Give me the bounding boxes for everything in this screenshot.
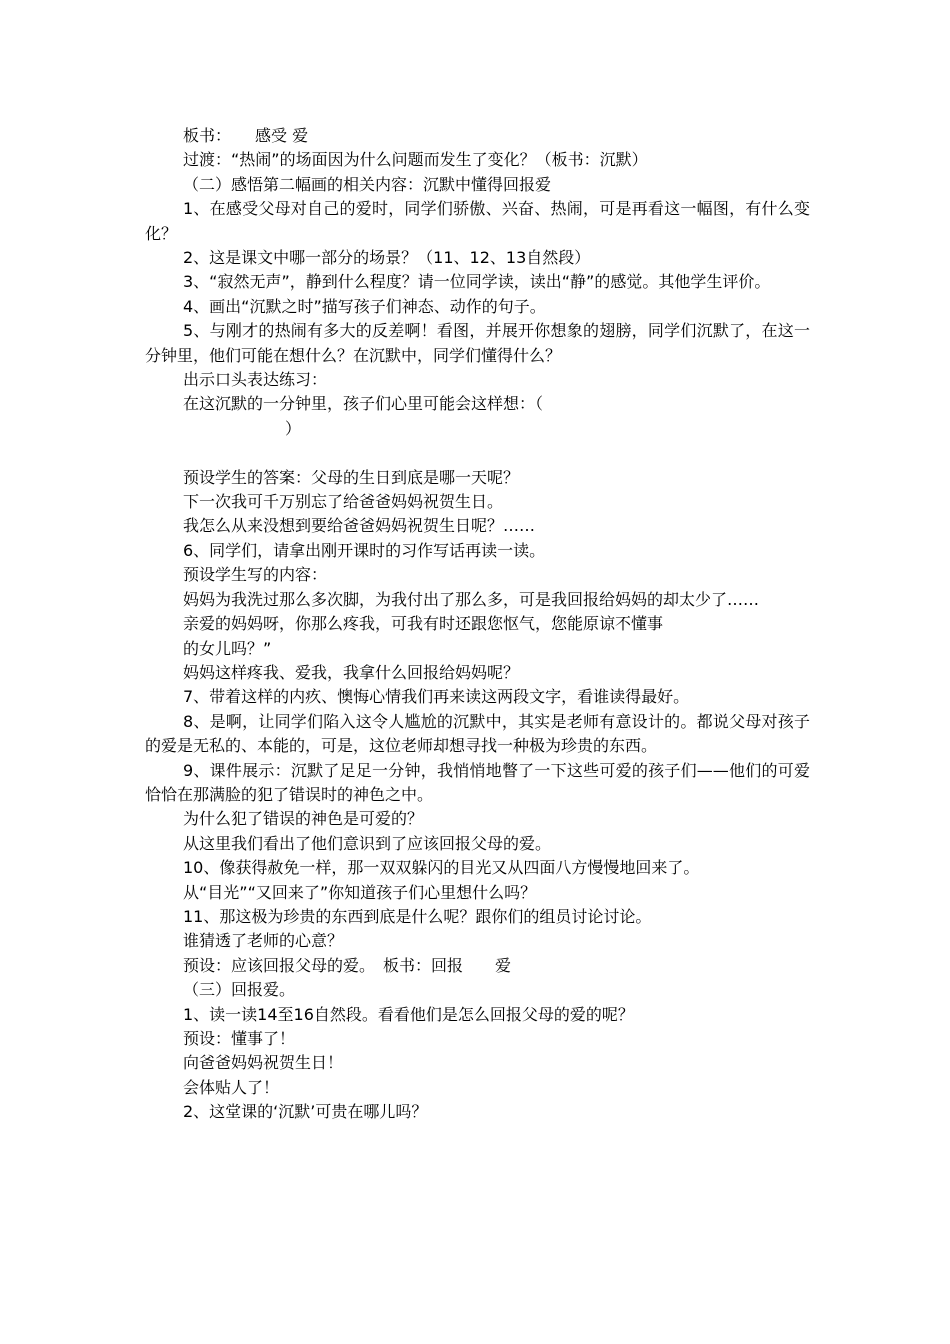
item-3: 3、“寂然无声”，静到什么程度？请一位同学读，读出“静”的感觉。其他学生评价。 bbox=[183, 272, 771, 292]
item-3-1: 1、读一读14至16自然段。看看他们是怎么回报父母的爱的呢？ bbox=[183, 1004, 634, 1024]
question-eyes-return: 从“目光”“又回来了”你知道孩子们心里想什么吗？ bbox=[183, 882, 537, 902]
item-7: 7、带着这样的内疚、懊悔心情我们再来读这两段文字，看谁读得最好。 bbox=[183, 687, 690, 707]
oral-practice-close-paren: ） bbox=[285, 418, 302, 438]
section-heading-3: （三）回报爱。 bbox=[183, 980, 296, 1000]
preset-board-repay-love: 预设：应该回报父母的爱。 板书：回报 爱 bbox=[183, 955, 512, 975]
blank-line bbox=[145, 441, 810, 465]
answer-repay-love: 从这里我们看出了他们意识到了应该回报父母的爱。 bbox=[183, 833, 552, 853]
item-2: 2、这是课文中哪一部分的场景？（11、12、13自然段） bbox=[183, 248, 591, 268]
transition-line: 过渡：“热闹”的场面因为什么问题而发生了变化？（板书：沉默） bbox=[183, 150, 648, 170]
preset-considerate: 会体贴人了！ bbox=[183, 1077, 280, 1097]
question-cute-expression: 为什么犯了错误的神色是可爱的？ bbox=[183, 809, 424, 829]
oral-practice-label: 出示口头表达练习： bbox=[183, 370, 328, 390]
oral-practice-prompt: 在这沉默的一分钟里，孩子们心里可能会这样想：（ bbox=[183, 394, 544, 414]
preset-writing-2a: 亲爱的妈妈呀，你那么疼我，可我有时还跟您怄气，您能原谅不懂事 bbox=[183, 614, 664, 634]
item-8: 8、是啊，让同学们陷入这令人尴尬的沉默中，其实是老师有意设计的。都说父母对孩子的爱是无私的、本能的，可是，这位老师却想寻找一种极为珍贵的东西。 bbox=[145, 711, 810, 756]
preset-writing-1: 妈妈为我洗过那么多次脚，为我付出了那么多，可是我回报给妈妈的却太少了…… bbox=[183, 589, 760, 609]
item-4: 4、画出“沉默之时”描写孩子们神态、动作的句子。 bbox=[183, 296, 546, 316]
board-note-feel-love: 板书： 感受 爱 bbox=[183, 126, 309, 145]
item-11: 11、那这极为珍贵的东西到底是什么呢？跟你们的组员讨论讨论。 bbox=[183, 906, 652, 926]
preset-answer-1: 预设学生的答案：父母的生日到底是哪一天呢？ bbox=[183, 467, 520, 487]
preset-sensible: 预设：懂事了！ bbox=[183, 1029, 296, 1049]
item-1: 1、在感受父母对自己的爱时，同学们骄傲、兴奋、热闹，可是再看这一幅图，有什么变化？ bbox=[145, 199, 810, 243]
item-6: 6、同学们，请拿出刚开课时的习作写话再读一读。 bbox=[183, 540, 546, 560]
document-body bbox=[145, 124, 810, 1125]
item-5: 5、与刚才的热闹有多大的反差啊！看图，并展开你想象的翅膀，同学们沉默了，在这一分钟里，他们可能在想什么？在沉默中，同学们懂得什么？ bbox=[145, 321, 810, 365]
preset-writing-2b: 的女儿吗？” bbox=[183, 638, 272, 658]
preset-writing-3: 妈妈这样疼我、爱我，我拿什么回报给妈妈呢？ bbox=[183, 662, 520, 682]
section-heading-2: （二）感悟第二幅画的相关内容：沉默中懂得回报爱 bbox=[183, 174, 552, 194]
item-3-2: 2、这堂课的‘沉默’可贵在哪儿吗？ bbox=[183, 1102, 428, 1122]
preset-answer-2: 下一次我可千万别忘了给爸爸妈妈祝贺生日。 bbox=[183, 492, 504, 512]
question-teacher-intent: 谁猜透了老师的心意？ bbox=[183, 931, 344, 951]
preset-writing-label: 预设学生写的内容： bbox=[183, 565, 328, 585]
preset-answer-3: 我怎么从来没想到要给爸爸妈妈祝贺生日呢？…… bbox=[183, 516, 536, 536]
item-10: 10、像获得赦免一样，那一双双躲闪的目光又从四面八方慢慢地回来了。 bbox=[183, 858, 700, 878]
preset-birthday: 向爸爸妈妈祝贺生日！ bbox=[183, 1053, 344, 1073]
item-9: 9、课件展示：沉默了足足一分钟，我悄悄地瞥了一下这些可爱的孩子们——他们的可爱恰恰在那满脸的犯了错误时的神色之中。 bbox=[145, 760, 810, 804]
